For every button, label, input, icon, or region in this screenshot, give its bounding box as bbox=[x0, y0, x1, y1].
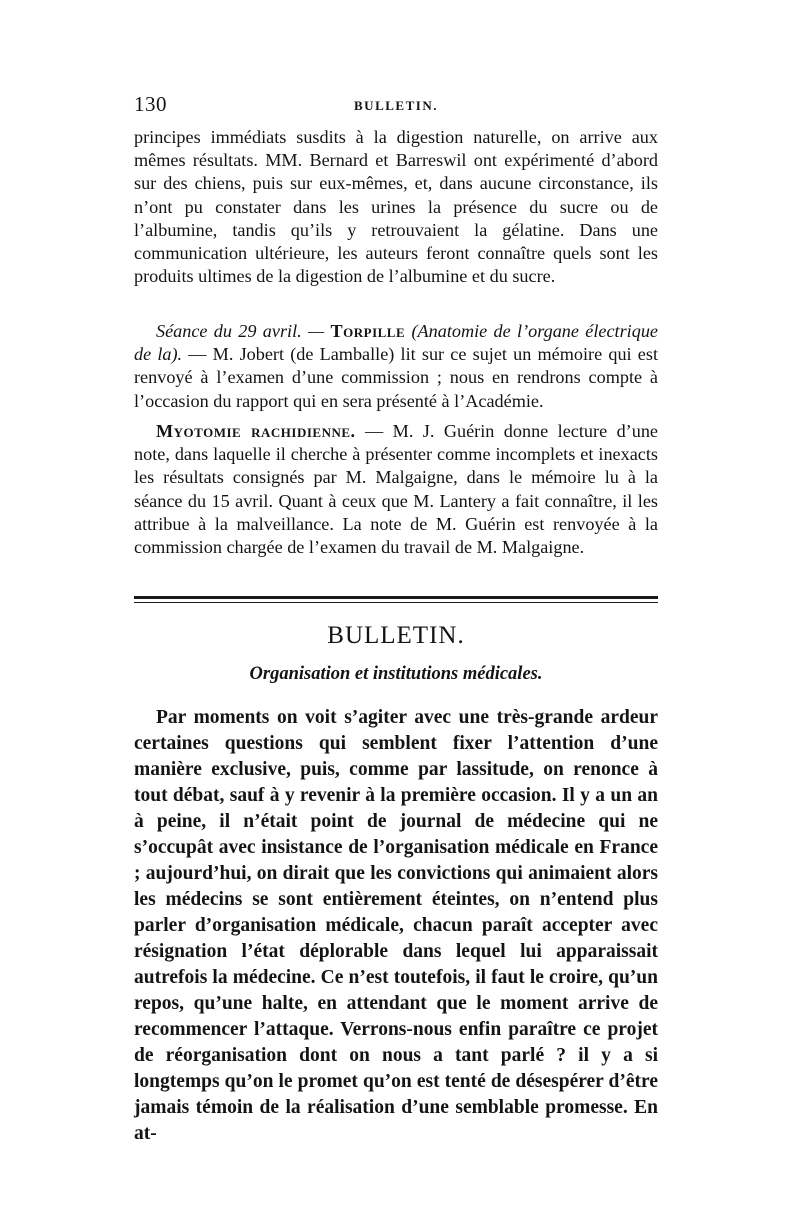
paragraph-myotomie bbox=[134, 420, 658, 559]
entry-subject: (Anatomie de l’organe électrique de la). bbox=[134, 321, 658, 365]
paragraph-organisation bbox=[134, 705, 658, 1147]
paragraph-text: Par moments on voit s’agiter avec une très-grande ardeur certaines questions qui semblent fixer l’attention d’une manière exclusive, puis, comme par lassitude, on renonce à tout débat, sauf à y revenir à la première occasion. Il y a un an à peine, il n’était point de journal de médecine qui ne s’occupât avec insistance de l’organisation médicale en France ; aujourd’hui, on dirait que les convictions qui animaient alors les médecins se sont entièrement éteintes, on n’entend plus parler d’organisation médicale, chacun paraît accepter avec résignation l’état déplorable dans lequel lui apparaissait autrefois la médecine. Ce n’est toutefois, il faut le croire, qu’un repos, qu’une halte, en attendant que le moment arrive de recommencer l’attaque. Verrons-nous enfin paraître ce projet de réorganisation dont on nous a tant parlé ? il y a si longtemps qu’on le promet qu’on est tenté de désespérer d’être jamais témoin de la réalisation d’une semblable promesse. En at- bbox=[134, 707, 658, 1144]
paragraph-text bbox=[134, 320, 658, 413]
entry-heading: Myotomie rachidienne. bbox=[156, 421, 356, 441]
section-title: BULLETIN. bbox=[327, 622, 465, 649]
running-head: BULLETIN. bbox=[354, 98, 438, 113]
page-number: 130 bbox=[134, 92, 167, 116]
entry-heading: Torpille bbox=[330, 321, 406, 341]
entry-body: — M. J. Guérin donne lecture d’une note, dans laquelle il cherche à présenter comme incomplets et inexacts les résultats consignés par M. Malgaigne, dans le mémoire lu à la séance du 15 avril. Quant à ceux que M. Lantery a fait connaître, il les attribue à la malveillance. La note de M. Guérin est renvoyée à la commission chargée de l’examen du travail de M. Malgaigne. bbox=[134, 421, 658, 558]
paragraph-text: principes immédiats susdits à la digestion naturelle, on arrive aux mêmes résultats. MM. Bernard et Barreswil ont expérimenté d’abord sur des chiens, puis sur eux-mêmes, et, dans aucune circonstance, ils n’ont pu constater dans les urines la présence du sucre ou de l’albumine, tandis qu’ils y retrouvaient la gélatine. Dans une communication ultérieure, les auteurs feront connaître quels sont les produits ultimes de la digestion de l’albumine et du sucre. bbox=[134, 127, 658, 287]
section-divider bbox=[134, 596, 658, 603]
section-subtitle: Organisation et institutions médicales. bbox=[249, 664, 543, 684]
paragraph-torpille bbox=[134, 320, 658, 413]
divider-thin-line bbox=[134, 602, 658, 603]
entry-body: — M. Jobert (de Lamballe) lit sur ce sujet un mémoire qui est renvoyé à l’examen d’une commission ; nous en rendrons compte à l’occasion du rapport qui en sera présenté à l’Académie. bbox=[134, 344, 658, 411]
session-date: Séance du 29 avril. — bbox=[156, 321, 325, 341]
divider-thick-line bbox=[134, 596, 658, 599]
page-header bbox=[134, 92, 658, 122]
paragraph-digestion bbox=[134, 126, 658, 288]
paragraph-text bbox=[134, 420, 658, 559]
